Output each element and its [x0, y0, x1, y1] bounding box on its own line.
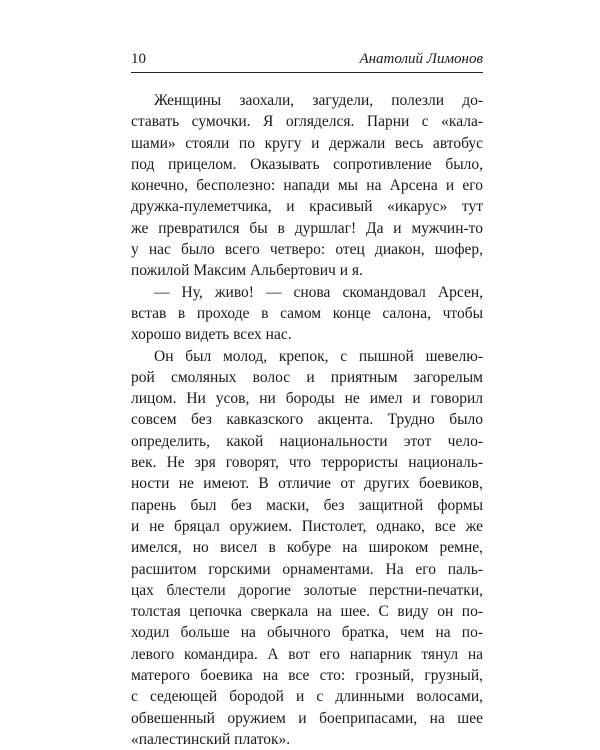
text-line: под прицелом. Оказывать сопротивление было,: [131, 155, 483, 173]
text-line: матерого боевика на все сто: грозный, грузный,: [131, 667, 483, 685]
text-line: расшитом горскими орнаментами. На его паль-: [131, 560, 483, 578]
text-line: с седеющей бородой и с длинными волосами,: [131, 688, 483, 706]
text-line: Он был молод, крепок, с пышной шевелю-: [154, 347, 483, 365]
text-line: же превратился бы в дуршлаг! Да и мужчин-то: [131, 219, 483, 237]
text-line: пожилой Максим Альбертович и я.: [131, 262, 363, 280]
text-line: хорошо видеть всех нас.: [131, 326, 292, 344]
text-line: рой смоляных волос и приятным загорелым: [131, 368, 483, 386]
text-line: ходил больше на обычного братка, чем на по-: [131, 624, 483, 642]
text-line: парень был без маски, без защитной формы: [131, 496, 483, 514]
text-line: толстая цепочка сверкала на шее. С виду он по-: [131, 603, 483, 621]
paragraph: [131, 90, 483, 282]
text-line: век. Не зря говорят, что террористы националь-: [131, 454, 483, 472]
text-line: шами» стояли по кругу и держали весь автобус: [131, 134, 483, 152]
text-line: ставать сумочки. Я огляделся. Парни с «кала-: [131, 113, 483, 131]
page-number: 10: [131, 51, 146, 67]
text-line: дружка-пулеметчика, и красивый «икарус» тут: [131, 198, 483, 216]
text-line: совсем без кавказского акцента. Трудно было: [131, 411, 483, 429]
author-name: Анатолий Лимонов: [359, 51, 483, 67]
text-line: конечно, бесполезно: напади мы на Арсена и его: [131, 177, 483, 195]
text-line: и не бряцал оружием. Пистолет, однако, все же: [131, 517, 483, 535]
text-line: «палестинский платок».: [131, 730, 291, 748]
running-head: [131, 50, 483, 73]
body-text: [131, 90, 483, 750]
text-line: цах блестели дорогие золотые перстни-печатки,: [131, 581, 483, 599]
text-line: определить, какой национальности этот чело-: [131, 432, 483, 450]
paragraph: [131, 282, 483, 346]
text-line: встав в проходе в самом конце салона, чтобы: [131, 304, 483, 322]
text-line: у нас было всего четверо: отец диакон, шофер,: [131, 241, 483, 259]
text-line: Женщины заохали, загудели, полезли до-: [154, 92, 483, 109]
text-line: лицом. Ни усов, ни бороды не имел и говорил: [131, 390, 483, 408]
paragraph: [131, 346, 483, 750]
text-line: — Ну, живо! — снова скомандовал Арсен,: [154, 283, 483, 301]
text-line: имелся, но висел в кобуре на широком ремне,: [131, 539, 483, 557]
text-line: обвешенный оружием и боеприпасами, на шее: [131, 709, 483, 727]
text-line: левого командира. А вот его напарник тянул на: [131, 645, 483, 663]
text-line: ности не имеют. В отличие от других боевиков,: [131, 475, 483, 493]
